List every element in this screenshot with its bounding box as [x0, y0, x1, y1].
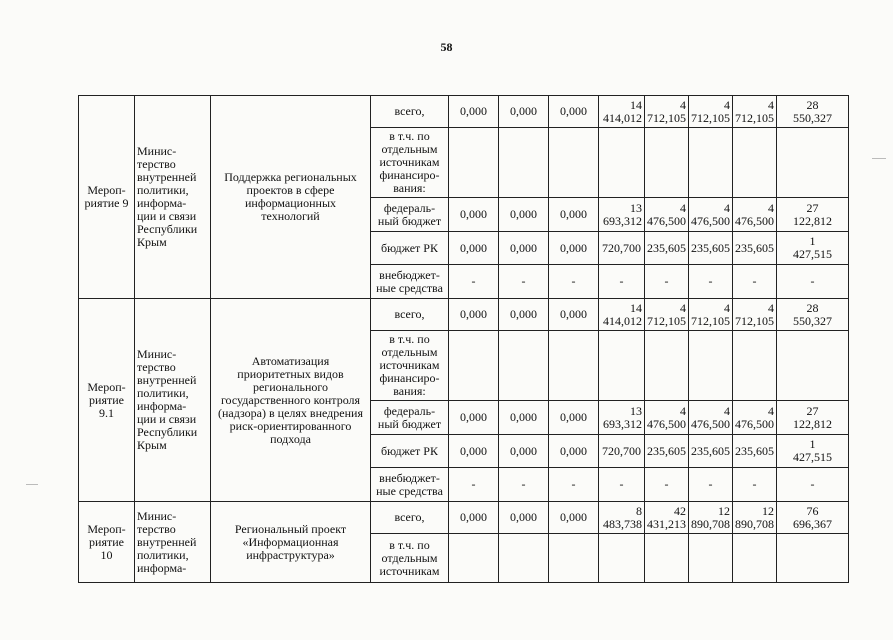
scan-mark — [872, 158, 886, 159]
value-cell: 0,000 — [499, 299, 549, 331]
value-cell — [689, 128, 733, 198]
value-cell — [549, 534, 599, 583]
value-cell — [689, 331, 733, 401]
value-cell: 13 693,312 — [599, 401, 645, 435]
value-cell — [499, 534, 549, 583]
value-cell — [689, 534, 733, 583]
value-cell — [777, 534, 849, 583]
executor-cell: Минис- терство внутренней политики, информа- ции и связи Республики Крым — [135, 299, 211, 502]
value-cell: 4 476,500 — [733, 401, 777, 435]
value-cell — [499, 331, 549, 401]
value-cell: - — [645, 265, 689, 299]
source-label-cell: бюджет РК — [371, 232, 449, 265]
value-cell: 12 890,708 — [689, 502, 733, 534]
value-cell: 0,000 — [549, 401, 599, 435]
activity-cell: Мероп- риятие 10 — [79, 502, 135, 583]
total-cell: 27 122,812 — [777, 198, 849, 232]
table-body — [79, 96, 849, 583]
value-cell: 4 712,105 — [733, 96, 777, 128]
activity-cell: Мероп- риятие 9.1 — [79, 299, 135, 502]
value-cell: 4 476,500 — [733, 198, 777, 232]
value-cell — [449, 534, 499, 583]
value-cell: 0,000 — [499, 232, 549, 265]
value-cell: 235,605 — [645, 232, 689, 265]
total-cell: 28 550,327 — [777, 96, 849, 128]
value-cell: - — [645, 468, 689, 502]
value-cell — [645, 128, 689, 198]
source-label-cell: в т.ч. по отдельным источникам финансиро- вания: — [371, 331, 449, 401]
value-cell: - — [499, 265, 549, 299]
value-cell: 4 476,500 — [689, 401, 733, 435]
value-cell — [777, 331, 849, 401]
value-cell: - — [733, 468, 777, 502]
value-cell: 0,000 — [449, 96, 499, 128]
source-label-cell: внебюджет- ные средства — [371, 265, 449, 299]
value-cell: - — [689, 468, 733, 502]
value-cell — [549, 128, 599, 198]
value-cell: 235,605 — [645, 435, 689, 468]
value-cell: 0,000 — [499, 198, 549, 232]
executor-cell: Минис- терство внутренней политики, информа- — [135, 502, 211, 583]
value-cell: 4 712,105 — [645, 96, 689, 128]
value-cell: 4 712,105 — [689, 299, 733, 331]
value-cell: 13 693,312 — [599, 198, 645, 232]
value-cell: 0,000 — [499, 96, 549, 128]
value-cell — [645, 534, 689, 583]
budget-table — [78, 95, 849, 583]
value-cell: 0,000 — [549, 96, 599, 128]
value-cell: 720,700 — [599, 435, 645, 468]
value-cell: 0,000 — [549, 299, 599, 331]
value-cell: 0,000 — [449, 232, 499, 265]
total-cell: 76 696,367 — [777, 502, 849, 534]
activity-cell: Мероп- риятие 9 — [79, 96, 135, 299]
value-cell: 235,605 — [689, 435, 733, 468]
table-row — [79, 299, 849, 331]
value-cell: 4 476,500 — [645, 198, 689, 232]
total-cell: - — [777, 468, 849, 502]
total-cell: 1 427,515 — [777, 232, 849, 265]
value-cell — [449, 331, 499, 401]
value-cell: 42 431,213 — [645, 502, 689, 534]
value-cell: 4 476,500 — [689, 198, 733, 232]
activity-name-cell: Региональный проект «Информационная инфраструктура» — [211, 502, 371, 583]
value-cell: 0,000 — [449, 299, 499, 331]
value-cell — [733, 534, 777, 583]
value-cell: - — [549, 468, 599, 502]
value-cell — [599, 331, 645, 401]
source-label-cell: федераль- ный бюджет — [371, 401, 449, 435]
value-cell: 235,605 — [733, 435, 777, 468]
table-row — [79, 96, 849, 128]
activity-name-cell: Поддержка региональных проектов в сфере информационных технологий — [211, 96, 371, 299]
total-cell: 27 122,812 — [777, 401, 849, 435]
value-cell: 4 712,105 — [733, 299, 777, 331]
value-cell: 0,000 — [449, 502, 499, 534]
value-cell: - — [689, 265, 733, 299]
value-cell: 0,000 — [499, 502, 549, 534]
value-cell: 0,000 — [449, 435, 499, 468]
value-cell: 0,000 — [499, 435, 549, 468]
value-cell — [733, 331, 777, 401]
source-label-cell: в т.ч. по отдельным источникам финансиро- вания: — [371, 128, 449, 198]
total-cell: 1 427,515 — [777, 435, 849, 468]
value-cell: 0,000 — [549, 198, 599, 232]
value-cell — [549, 331, 599, 401]
value-cell: 0,000 — [549, 232, 599, 265]
value-cell: 4 712,105 — [689, 96, 733, 128]
value-cell: - — [449, 265, 499, 299]
total-cell: - — [777, 265, 849, 299]
value-cell — [777, 128, 849, 198]
value-cell: 0,000 — [449, 198, 499, 232]
value-cell: 8 483,738 — [599, 502, 645, 534]
value-cell — [733, 128, 777, 198]
page-number: 58 — [440, 40, 453, 54]
value-cell: 4 476,500 — [645, 401, 689, 435]
source-label-cell: федераль- ный бюджет — [371, 198, 449, 232]
value-cell: - — [599, 468, 645, 502]
value-cell: 0,000 — [499, 401, 549, 435]
source-label-cell: внебюджет- ные средства — [371, 468, 449, 502]
value-cell — [645, 331, 689, 401]
value-cell: 0,000 — [549, 502, 599, 534]
value-cell: 235,605 — [733, 232, 777, 265]
source-label-cell: всего, — [371, 299, 449, 331]
value-cell — [499, 128, 549, 198]
value-cell: 235,605 — [689, 232, 733, 265]
value-cell: - — [549, 265, 599, 299]
activity-name-cell: Автоматизация приоритетных видов регионального государственного контроля (надзора) в целях внедрения риск-ориентированного подхода — [211, 299, 371, 502]
value-cell: 720,700 — [599, 232, 645, 265]
total-cell: 28 550,327 — [777, 299, 849, 331]
value-cell: 12 890,708 — [733, 502, 777, 534]
scan-mark — [26, 484, 38, 485]
value-cell — [599, 534, 645, 583]
value-cell: 14 414,012 — [599, 299, 645, 331]
value-cell: 0,000 — [449, 401, 499, 435]
source-label-cell: всего, — [371, 96, 449, 128]
value-cell: 14 414,012 — [599, 96, 645, 128]
source-label-cell: в т.ч. по отдельным источникам — [371, 534, 449, 583]
value-cell: 4 712,105 — [645, 299, 689, 331]
table-row — [79, 502, 849, 534]
executor-cell: Минис- терство внутренней политики, информа- ции и связи Республики Крым — [135, 96, 211, 299]
value-cell: - — [449, 468, 499, 502]
value-cell: - — [733, 265, 777, 299]
source-label-cell: всего, — [371, 502, 449, 534]
value-cell: - — [499, 468, 549, 502]
value-cell: 0,000 — [549, 435, 599, 468]
value-cell: - — [599, 265, 645, 299]
value-cell — [599, 128, 645, 198]
source-label-cell: бюджет РК — [371, 435, 449, 468]
value-cell — [449, 128, 499, 198]
